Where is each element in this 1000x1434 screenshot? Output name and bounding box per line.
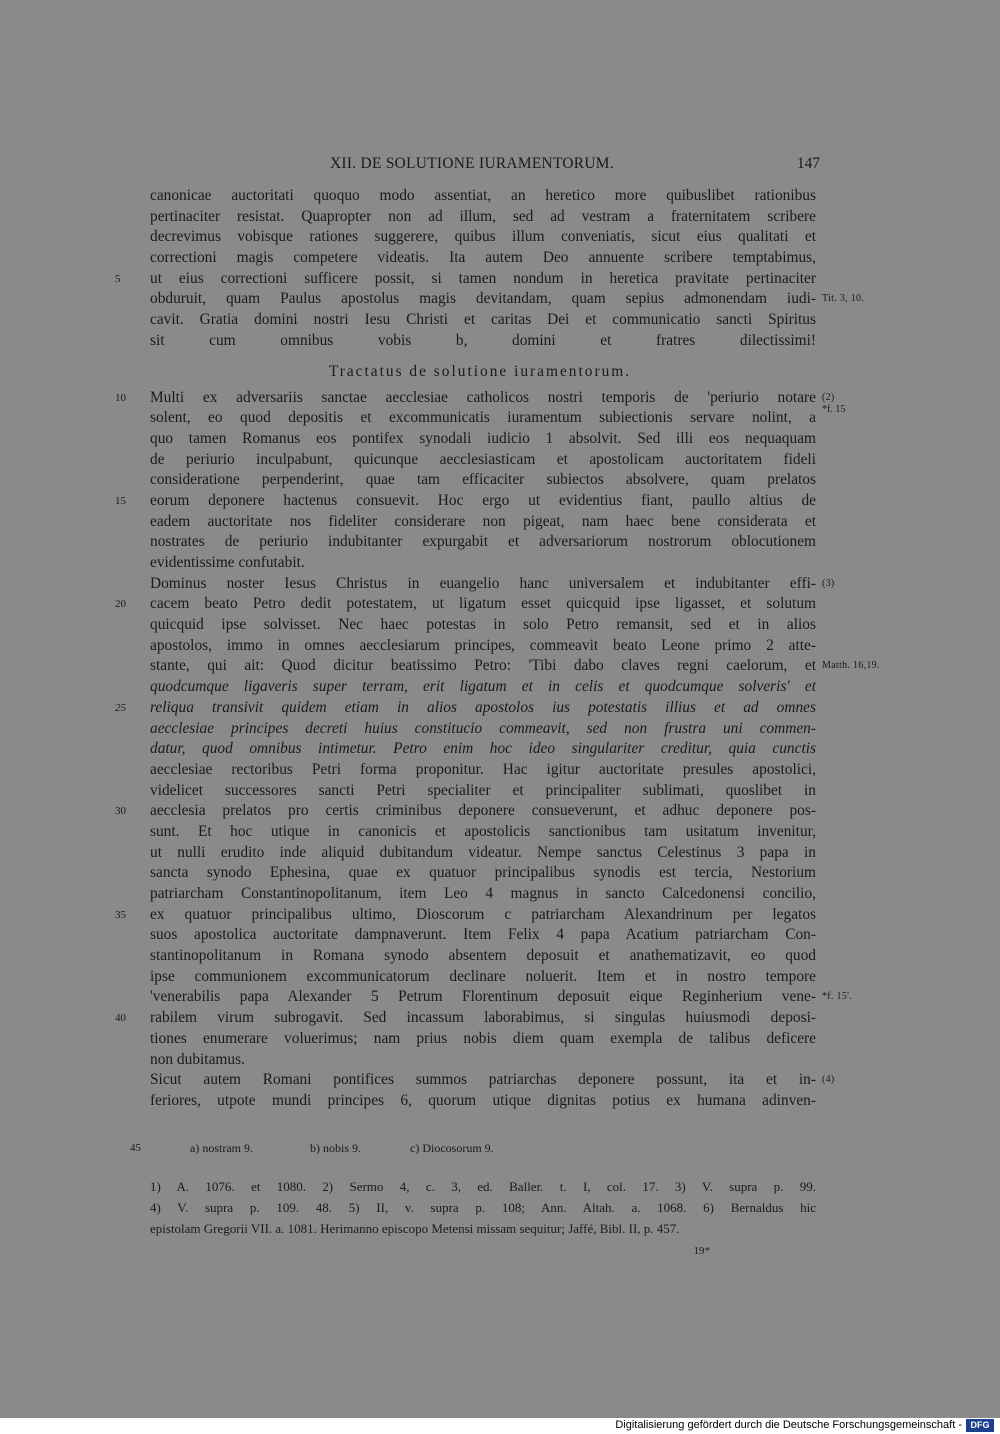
line-text: nostrates de periurio indubitanter expurgabit et adversariorum nostrorum oblocutionem <box>150 533 816 551</box>
signature-mark: 19* <box>693 1244 710 1257</box>
line-text: Multi ex adversariis sanctae aecclesiae catholicos nostri temporis de 'periurio notare <box>150 388 816 406</box>
text-line <box>150 719 816 740</box>
text-line <box>150 532 816 553</box>
intro-paragraph <box>115 186 865 352</box>
line-text: sancta synodo Ephesina, quae ex quatuor principalibus synodis est tercia, Nestorium <box>150 864 816 882</box>
text-line <box>150 677 816 698</box>
footnote-line: epistolam Gregorii VII. a. 1081. Herimanno episcopo Metensi missam sequitur; Jaffé, Bibl. II, p. 457. <box>150 1220 680 1236</box>
line-text: stante, qui ait: Quod dicitur beatissimo Petro: 'Tibi dabo claves regni caelorum, et <box>150 657 816 675</box>
text-line <box>150 289 865 310</box>
line-number: 10 <box>115 391 126 404</box>
text-line <box>115 801 816 822</box>
footnote-line: 4) V. supra p. 109. 48. 5) II, v. supra p. 108; Ann. Altah. a. 1068. 6) Bernaldus hic <box>150 1199 816 1215</box>
text-line <box>115 905 816 926</box>
text-line <box>150 331 816 352</box>
footnote-letters <box>130 1138 816 1158</box>
text-line <box>150 450 816 471</box>
line-text: eadem auctoritate nos fideliter considerare non pigeat, nam haec bene considerata et <box>150 512 816 530</box>
line-text: datur, quod omnibus intimetur. Petro enim hoc ideo singulariter creditur, quia cunctis <box>150 740 816 758</box>
line-text: canonicae auctoritati quoquo modo assentiat, an heretico more quibuslibet rationibus <box>150 187 816 204</box>
line-text: apostolos, immo in omnes aecclesiarum principes, commeavit beato Leone primo 2 atte- <box>150 636 816 654</box>
section-3-paragraph <box>115 574 880 1071</box>
header-title: XII. DE SOLUTIONE IURAMENTORUM. <box>330 155 614 172</box>
running-header <box>135 150 825 186</box>
footnote-line: 1) A. 1076. et 1080. 2) Sermo 4, c. 3, ed. Baller. t. I, col. 17. 3) V. supra p. 99. <box>150 1178 816 1194</box>
line-text: sit cum omnibus vobis b, domini et fratres dilectissimi! <box>150 331 816 349</box>
line-text: patriarcham Constantinopolitanum, item Leo 4 magnus in sancto Calcedonensi concilio, <box>150 885 816 902</box>
line-number: 40 <box>115 1012 126 1025</box>
text-line <box>150 884 816 905</box>
text-line <box>150 227 816 248</box>
margin-note: Matth. 16,19. <box>822 660 880 672</box>
line-text: pertinaciter resistat. Quapropter non ad illum, sed ad vestram a fraternitatem scribere <box>150 207 816 225</box>
footnote-a: a) nostram 9. <box>190 1140 253 1155</box>
margin-note: Tit. 3, 10. <box>822 293 865 305</box>
text-line <box>150 843 816 864</box>
line-text: ex quatuor principalibus ultimo, Dioscorum c patriarcham Alexandrinum per legatos <box>150 905 816 923</box>
line-text: eorum deponere hactenus consuevit. Hoc ergo ut evidentius fiant, paullo altius de <box>150 491 816 509</box>
line-text: ut nulli erudito inde aliquid dubitandum videatur. Nempe sanctus Celestinus 3 papa in <box>150 843 816 861</box>
text-line <box>150 636 816 657</box>
line-text: aecclesiae rectoribus Petri forma proponitur. Hac igitur auctoritate presules apostolici, <box>150 760 816 778</box>
line-text: solent, eo quod depositis et excommunicatis iuramentum subiectionis servare nolint, a <box>150 409 816 427</box>
text-line <box>150 207 816 228</box>
text-line <box>150 186 816 207</box>
line-text: suos apostolica auctoritate dampnaverunt. Item Felix 4 papa Acatium patriarcham Con- <box>150 926 816 944</box>
line-text: consideratione perpenderint, quae tam efficaciter subiectos absolvere, quam prelatos <box>150 471 816 489</box>
line-number: 30 <box>115 805 126 818</box>
text-line <box>150 470 816 491</box>
footnotes <box>150 1176 816 1239</box>
line-text: Dominus noster Iesus Christus in euangelio hanc universalem et indubitanter effi- <box>150 574 816 592</box>
section-4-paragraph <box>150 1070 835 1111</box>
text-line <box>150 1070 835 1091</box>
line-number: 45 <box>130 1141 141 1154</box>
text-line <box>150 574 835 595</box>
text-line <box>150 863 816 884</box>
text-line <box>115 698 816 719</box>
text-line <box>150 739 816 760</box>
line-text: aecclesia prelatos pro certis criminibus deponere consueverunt, et adhuc deponere pos- <box>150 802 816 820</box>
tractatus-title: Tractatus de solutione iuramentorum. <box>328 362 632 380</box>
text-line <box>150 615 816 636</box>
text-line <box>150 987 853 1008</box>
margin-note: *f. 15'. <box>822 991 853 1003</box>
text-line <box>150 310 816 331</box>
text-line <box>150 1050 816 1071</box>
text-line <box>150 1091 816 1112</box>
text-line <box>115 388 846 415</box>
text-line <box>150 760 816 781</box>
line-text: stantinopolitanum in Romana synodo absentem deposuit et anathematizavit, eo quod <box>150 947 816 965</box>
text-line <box>150 781 816 802</box>
line-text: de periurio inculpabunt, quicunque aecclesiasticam et apostolicam auctoritatem fideli <box>150 450 816 468</box>
text-line <box>115 1008 816 1029</box>
line-text: rabilem virum subrogavit. Sed incassum laborabimus, si singulas huiusmodi deposi- <box>150 1009 816 1027</box>
text-line <box>150 656 880 677</box>
line-number: 20 <box>115 598 126 611</box>
line-text: Sicut autem Romani pontifices summos patriarchas deponere possunt, ita et in- <box>150 1071 816 1089</box>
line-text: feriores, utpote mundi principes 6, quorum utique dignitas potius ex humana adinven- <box>150 1091 816 1109</box>
line-text: tiones enumerare voluerimus; nam prius nobis diem quam exempla de talibus deficere <box>150 1029 816 1047</box>
margin-note: (3) <box>822 577 835 589</box>
text-line <box>150 408 816 429</box>
line-text: aecclesiae principes decreti huius constitucio commeavit, sed non frustra uni commen- <box>150 719 816 737</box>
line-text: cavit. Gratia domini nostri Iesu Christi et caritas Dei et communicatio sancti Spiritus <box>150 311 816 329</box>
line-text: evidentissime confutabit. <box>150 554 305 571</box>
text-line <box>150 553 816 574</box>
line-text: ut eius correctioni sufficere possit, si tamen nondum in heretica pravitate pertinaciter <box>150 269 816 287</box>
line-text: quo tamen Romanus eos pontifex synodali iudicio 1 absolvit. Sed illi eos nequaquam <box>150 429 816 447</box>
line-text: 'venerabilis papa Alexander 5 Petrum Florentinum deposuit eique Reginherium vene- <box>150 988 816 1006</box>
text-line <box>115 594 816 615</box>
text-line <box>150 429 816 450</box>
line-text: cacem beato Petro dedit potestatem, ut ligatum esset quicquid ipse ligasset, et solutum <box>150 595 816 613</box>
footnote-c: c) Diocosorum 9. <box>410 1140 494 1155</box>
line-text: quicquid ipse solvisset. Nec haec potestas in solo Petro remansit, sed et in alios <box>150 616 816 634</box>
margin-note: (4) <box>822 1074 835 1086</box>
line-number: 15 <box>115 494 126 507</box>
line-number: 35 <box>115 908 126 921</box>
text-line <box>150 512 816 533</box>
text-line <box>150 822 816 843</box>
footer-bar <box>0 1418 1000 1434</box>
line-text: obduruit, quam Paulus apostolus magis devitandam, quam sepius admonendam iudi- <box>150 290 816 308</box>
line-text: decrevimus vobisque rationes suggerere, quibus illum conveniatis, sicut eius qualitati et <box>150 228 816 246</box>
text-line <box>150 967 816 988</box>
line-number: 5 <box>115 272 121 285</box>
page-content <box>115 150 880 1261</box>
line-text: non dubitamus. <box>150 1050 245 1068</box>
text-line <box>115 269 816 290</box>
line-text: videlicet successores sancti Petri specialiter et principaliter sublimati, quoslibet in <box>150 781 816 799</box>
line-text: ipse communionem excommunicatorum declinare noluerit. Item et in nostro tempore <box>150 967 816 985</box>
line-text: reliqua transivit quidem etiam in alios apostolos ius potestatis illius et ad omnes <box>150 698 816 716</box>
margin-note: *f. 15 <box>822 403 846 415</box>
footer-credit: Digitalisierung gefördert durch die Deutsche Forschungsgemeinschaft - <box>615 1419 962 1431</box>
line-number: 25 <box>115 701 126 714</box>
line-text: sunt. Et hoc utique in canonicis et apostolicis sanctionibus tam usitatum invenitur, <box>150 822 816 840</box>
page-number: 147 <box>796 155 820 172</box>
line-text: correctioni magis competere videatis. Ita autem Deo annuente scribere temptabimus, <box>150 249 816 267</box>
text-line <box>115 491 816 512</box>
line-text: quodcumque ligaveris super terram, erit ligatum et in celis et quodcumque solveris' et <box>150 678 816 696</box>
margin-note: (2) <box>822 391 835 403</box>
text-line <box>150 946 816 967</box>
dfg-logo: DFG <box>966 1419 994 1432</box>
footnote-b: b) nobis 9. <box>310 1140 361 1155</box>
text-line <box>150 248 816 269</box>
section-2-paragraph <box>115 388 846 574</box>
text-line <box>150 925 816 946</box>
text-line <box>150 1029 816 1050</box>
